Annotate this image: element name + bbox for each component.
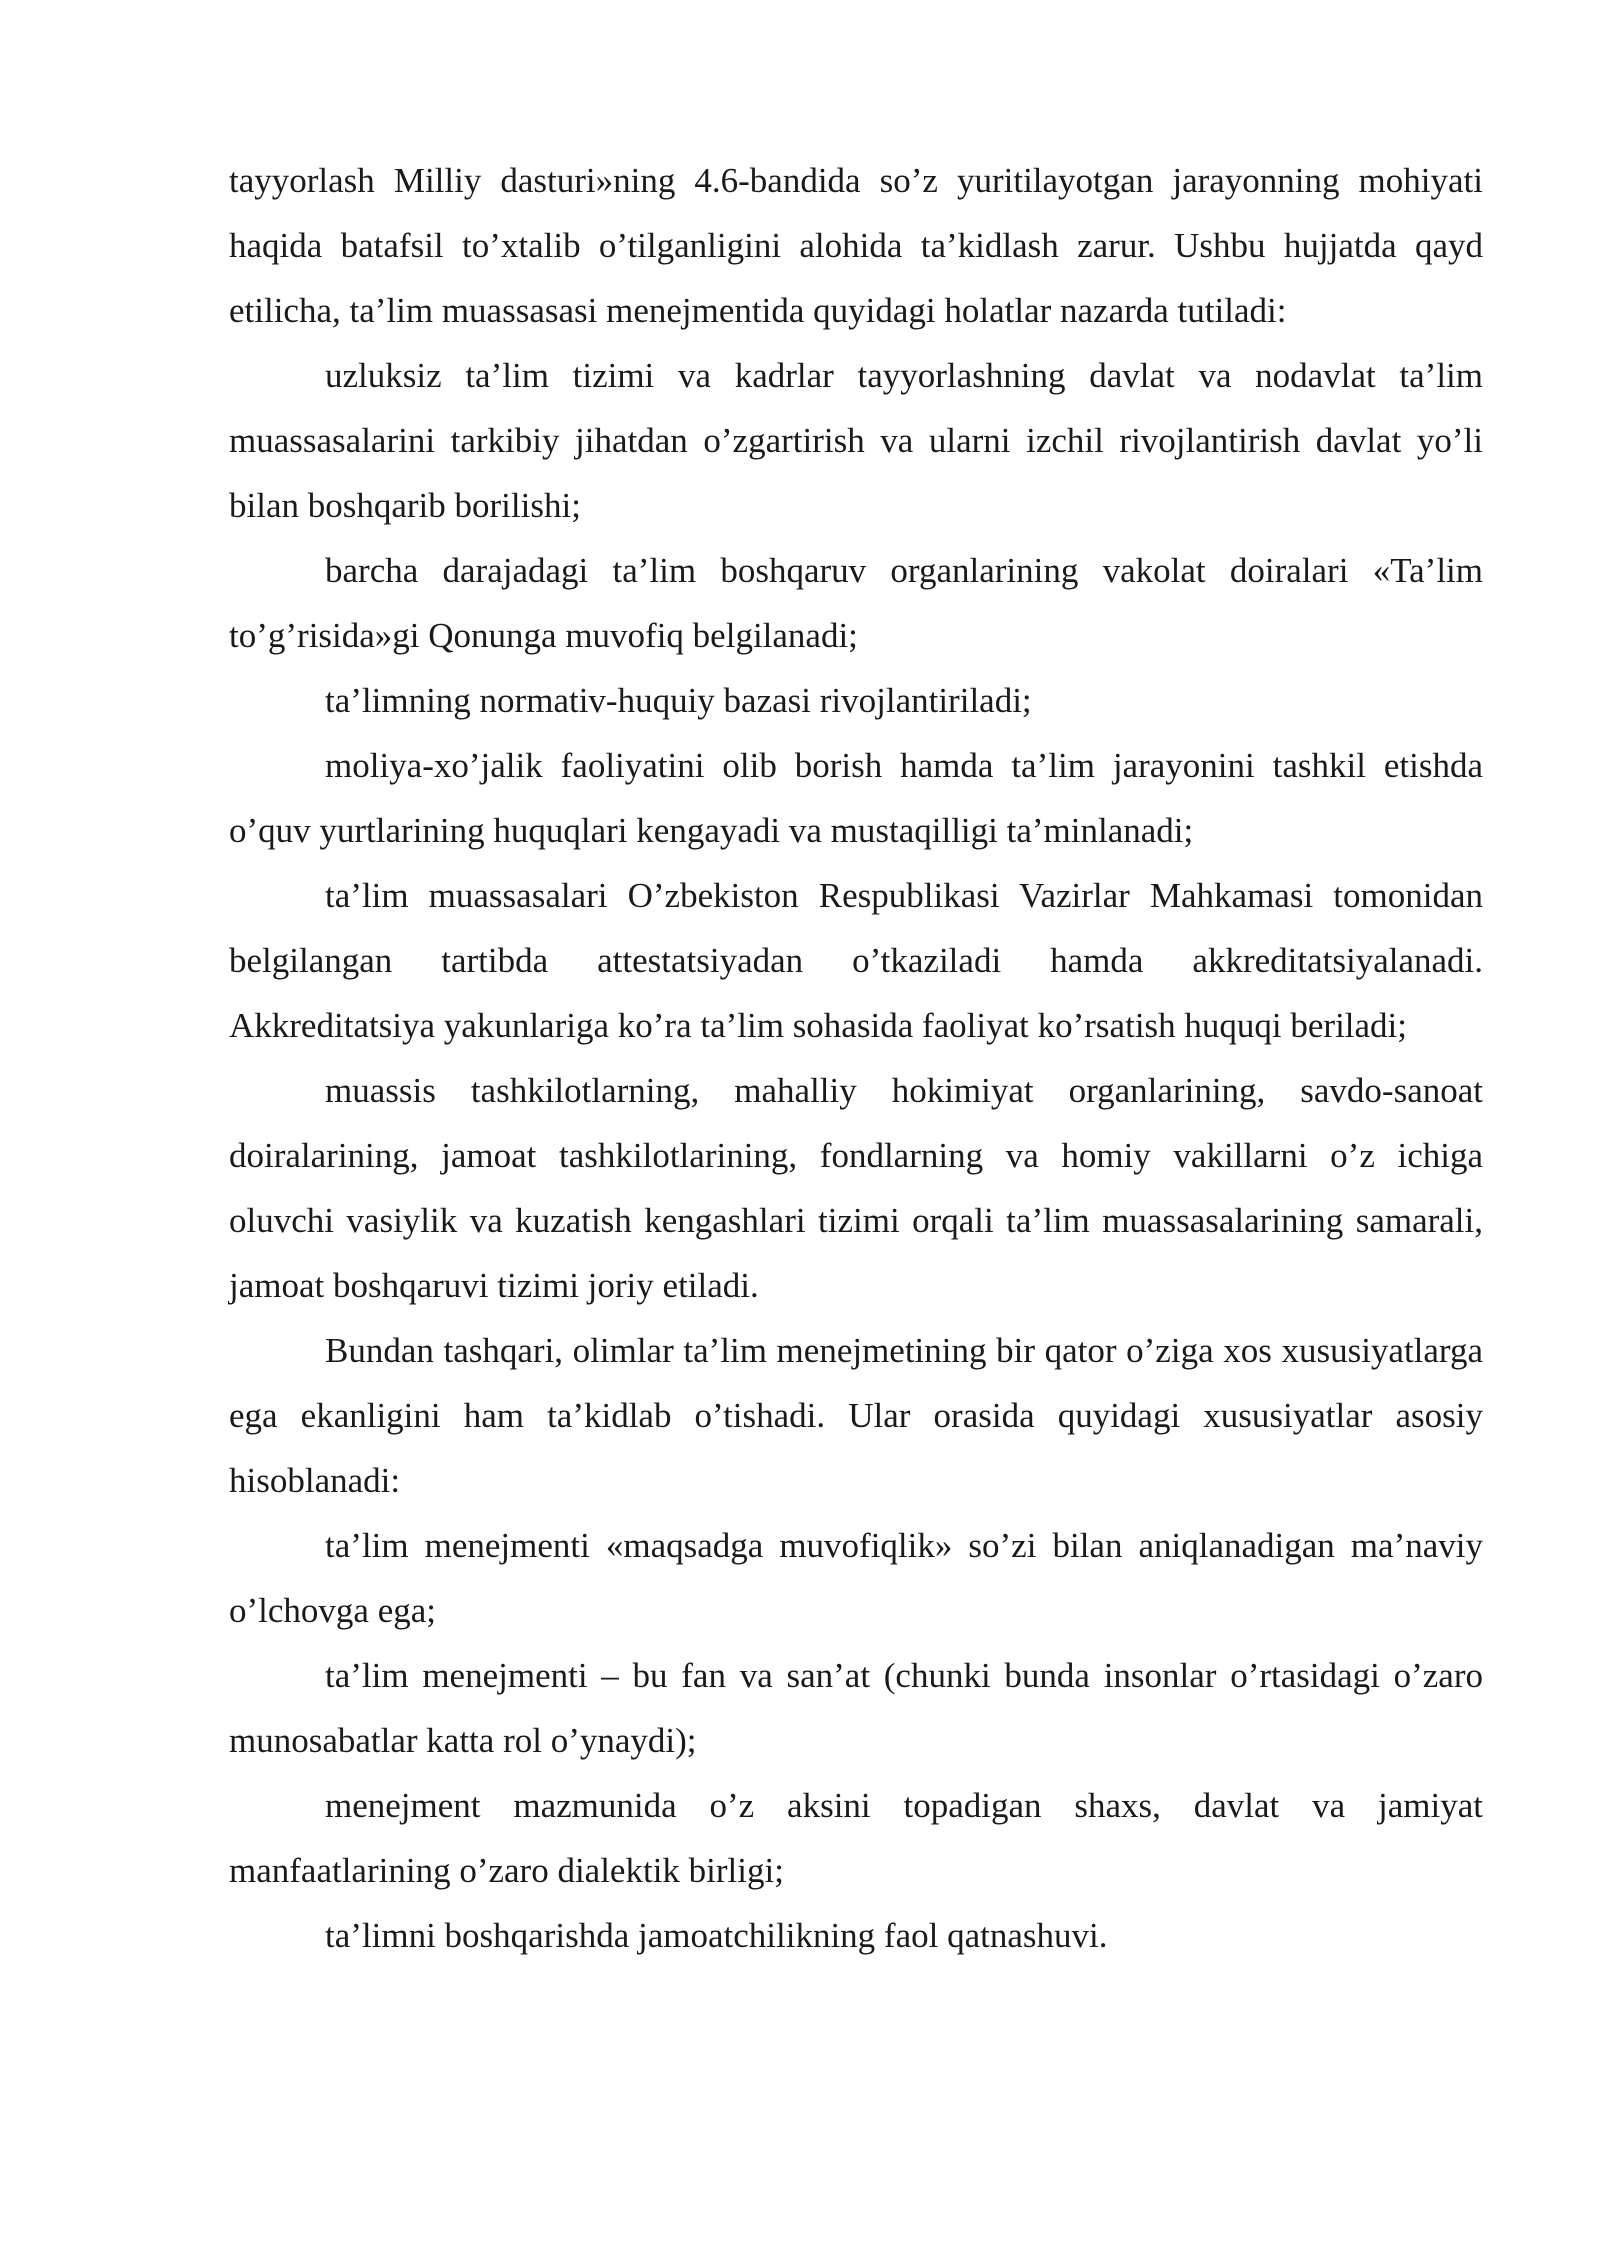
paragraph: moliya-xo’jalik faoliyatini olib borish hamda ta’lim jarayonini tashkil etishda o’quv yurtlarining huquqlari kengayadi va mustaqilligi ta’minlanadi; [229, 746, 1483, 850]
text-body [229, 148, 1483, 1968]
paragraph: ta’lim menejmenti – bu fan va san’at (chunki bunda insonlar o’rtasidagi o’zaro munosabatlar katta rol o’ynaydi); [229, 1656, 1483, 1760]
paragraph: tayyorlash Milliy dasturi»ning 4.6-bandida so’z yuritilayotgan jarayonning mohiyati haqida batafsil to’xtalib o’tilganligini alohida ta’kidlash zarur. Ushbu hujjatda qayd etilicha, ta’lim muassasasi menejmentida quyidagi holatlar nazarda tutiladi: [229, 161, 1483, 330]
paragraph: uzluksiz ta’lim tizimi va kadrlar tayyorlashning davlat va nodavlat ta’lim muassasalarini tarkibiy jihatdan o’zgartirish va ularni izchil rivojlantirish davlat yo’li bilan boshqarib borilishi; [229, 356, 1483, 525]
paragraph: ta’limni boshqarishda jamoatchilikning faol qatnashuvi. [325, 1916, 1108, 1955]
paragraph: barcha darajadagi ta’lim boshqaruv organlarining vakolat doiralari «Ta’lim to’g’risida»gi Qonunga muvofiq belgilanadi; [229, 551, 1483, 655]
paragraph: ta’lim muassasalari O’zbekiston Respublikasi Vazirlar Mahkamasi tomonidan belgilangan tartibda attestatsiyadan o’tkaziladi hamda akkreditatsiyalanadi. Akkreditatsiya yakunlariga ko’ra ta’lim sohasida faoliyat ko’rsatish huquqi beriladi; [229, 876, 1483, 1045]
paragraph: muassis tashkilotlarning, mahalliy hokimiyat organlarining, savdo-sanoat doiralarining, jamoat tashkilotlarining, fondlarning va homiy vakillarni o’z ichiga oluvchi vasiylik va kuzatish kengashlari tizimi orqali ta’lim muassasalarining samarali, jamoat boshqaruvi tizimi joriy etiladi. [229, 1071, 1483, 1305]
paragraph: Bundan tashqari, olimlar ta’lim menejmetining bir qator o’ziga xos xususiyatlarga ega ekanligini ham ta’kidlab o’tishadi. Ular orasida quyidagi xususiyatlar asosiy hisoblanadi: [229, 1331, 1483, 1500]
paragraph: ta’lim menejmenti «maqsadga muvofiqlik» so’zi bilan aniqlanadigan ma’naviy o’lchovga ega; [229, 1526, 1483, 1630]
paragraph: menejment mazmunida o’z aksini topadigan shaxs, davlat va jamiyat manfaatlarining o’zaro dialektik birligi; [229, 1786, 1483, 1890]
paragraph: ta’limning normativ-huquiy bazasi rivojlantiriladi; [325, 681, 1032, 720]
